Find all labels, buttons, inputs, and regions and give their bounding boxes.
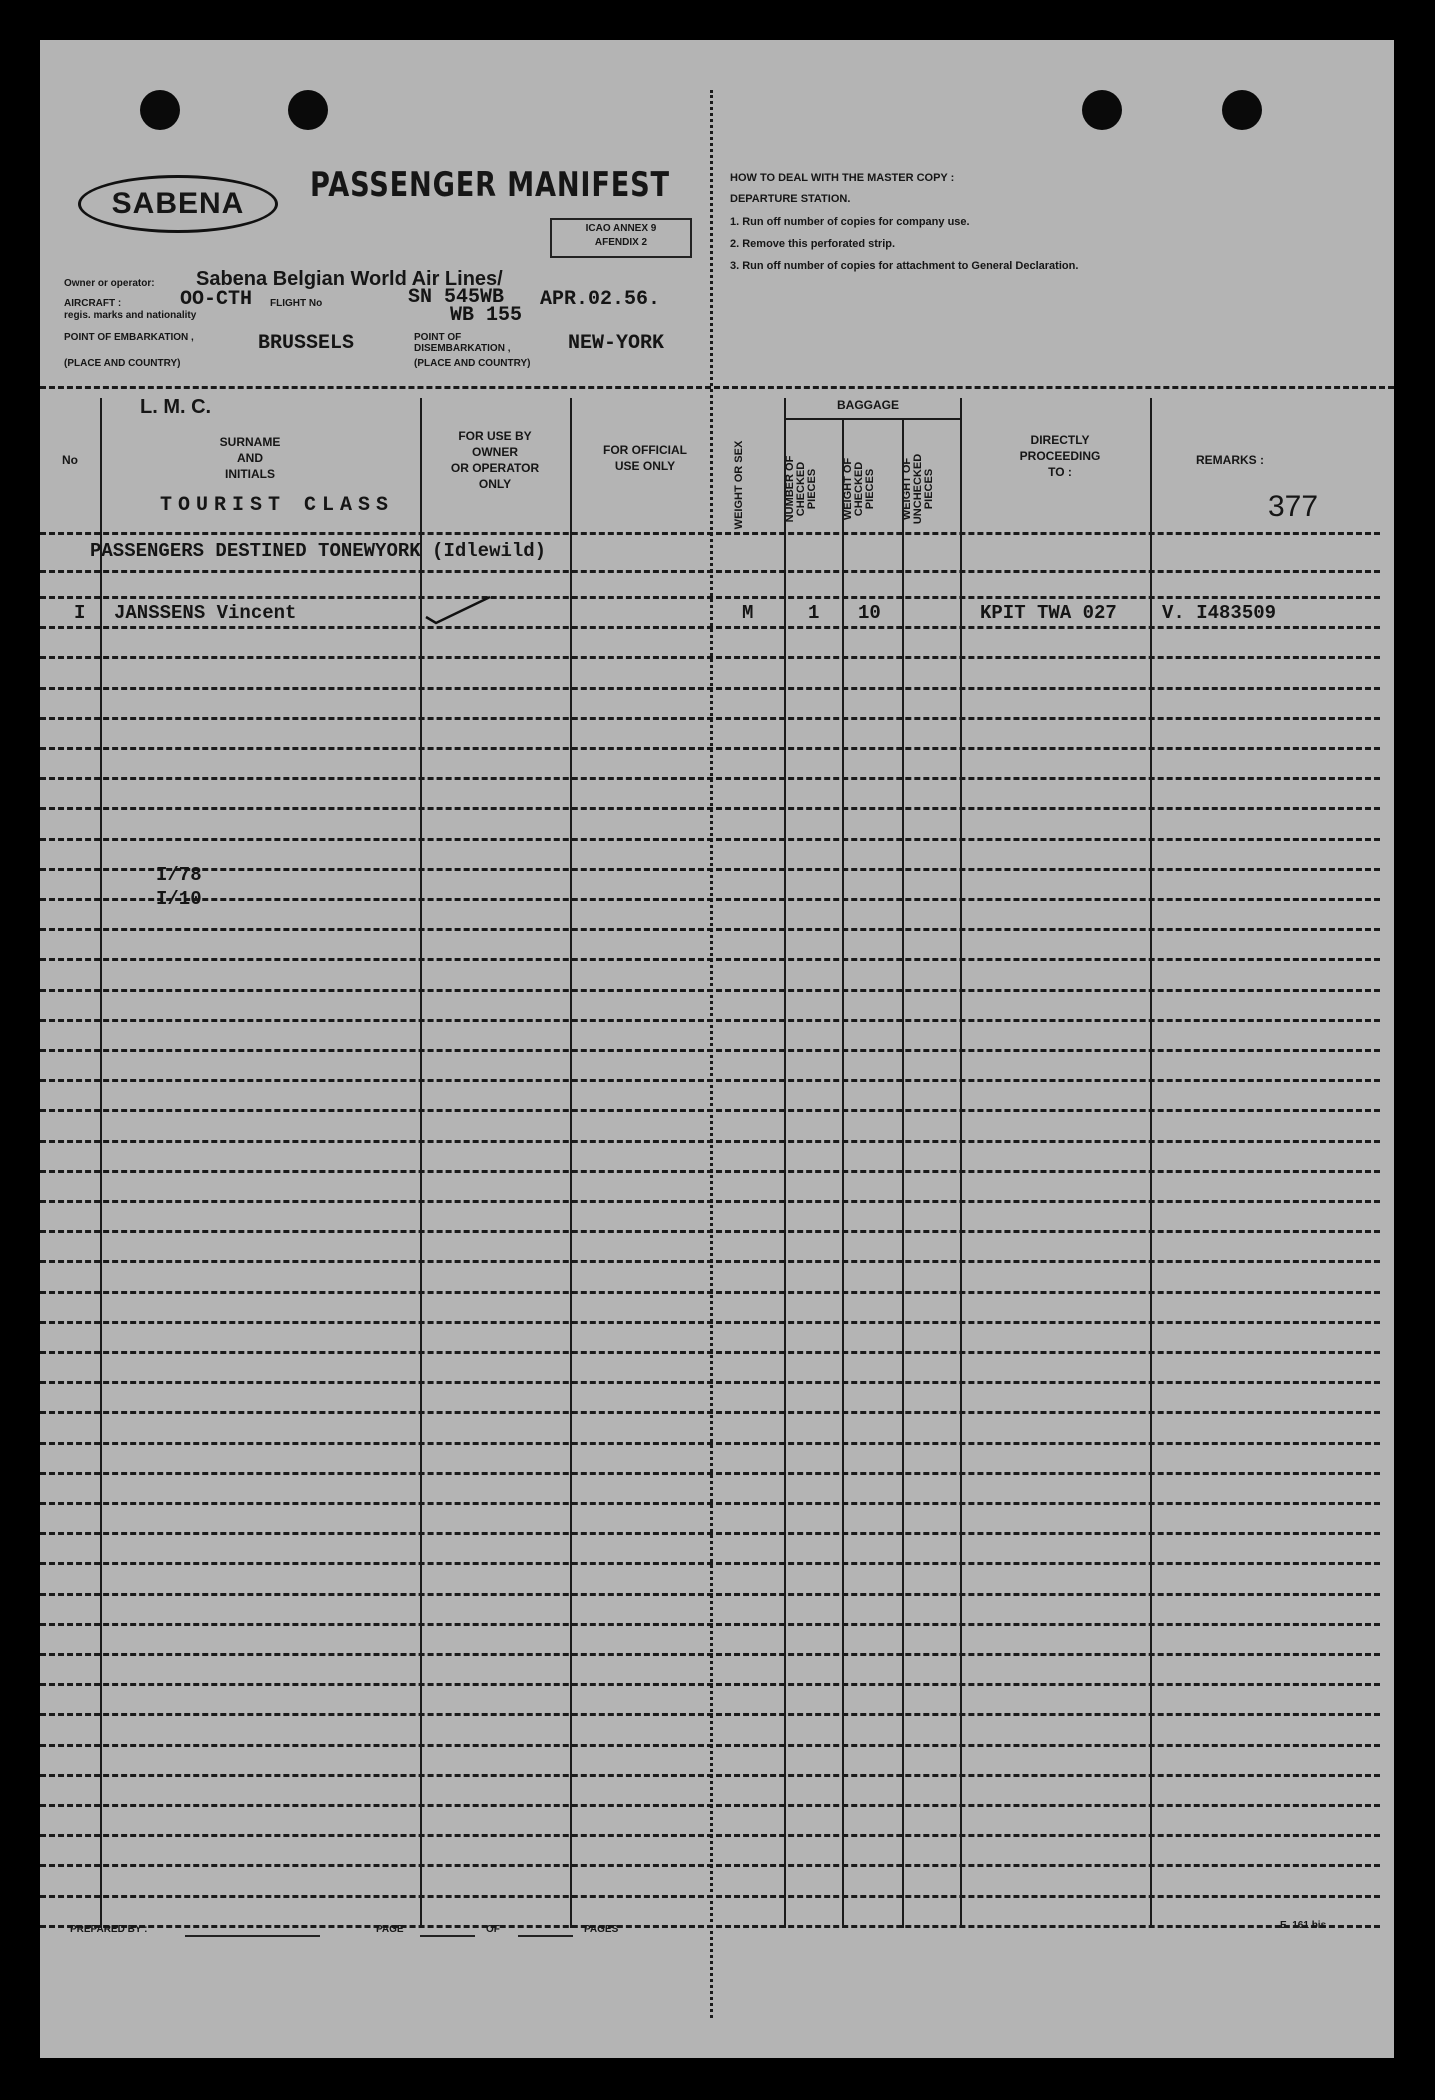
page-title: PASSENGER MANIFEST (310, 165, 670, 205)
table-row-rule (40, 1895, 1380, 1898)
official-line: FOR OFFICIAL (603, 443, 687, 457)
table-row-rule (40, 596, 1380, 599)
aircraft-registration: OO-CTH (180, 288, 253, 311)
aircraft-label: AIRCRAFT : (64, 298, 122, 309)
table-row-rule (40, 1140, 1380, 1143)
table-row-rule (40, 1593, 1380, 1596)
instruction-item: 3. Run off number of copies for attachment to General Declaration. (730, 260, 1079, 272)
sabena-logo: SABENA (78, 175, 278, 233)
passenger-sex: M (742, 602, 754, 624)
col-surname-header (100, 434, 400, 482)
col-no-header: No (62, 453, 78, 467)
of-line (518, 1935, 573, 1937)
table-row-rule (40, 777, 1380, 780)
table-row-rule (40, 958, 1380, 961)
table-row-rule (40, 928, 1380, 931)
table-row-rule (40, 1562, 1380, 1565)
table-row-rule (40, 1170, 1380, 1173)
flight-number-secondary: WB 155 (450, 304, 523, 327)
col-remarks-header: REMARKS : (1196, 453, 1264, 467)
table-row-rule (40, 1351, 1380, 1354)
table-row-rule (40, 1472, 1380, 1475)
table-row-rule (40, 1411, 1380, 1414)
aircraft-sublabel: regis. marks and nationality (64, 310, 197, 321)
table-row-rule (40, 1321, 1380, 1324)
form-code: E. 161 bis (1280, 1920, 1327, 1931)
table-row-rule (40, 1109, 1380, 1112)
instructions-heading: HOW TO DEAL WITH THE MASTER COPY : (730, 172, 955, 184)
baggage-header: BAGGAGE (836, 398, 899, 412)
class-label: TOURIST CLASS (160, 494, 395, 517)
directly-line: TO : (1048, 465, 1072, 479)
table-row-rule (40, 838, 1380, 841)
icao-appendix: AFENDIX 2 (594, 237, 648, 248)
tally-note: I/10 (156, 888, 202, 910)
table-row-rule (40, 1260, 1380, 1263)
col-divider (842, 418, 844, 1928)
punch-hole (1082, 90, 1122, 130)
operator-label: Owner or operator: (64, 278, 155, 289)
flight-number: SN 545WB (408, 286, 505, 309)
icao-annex: ICAO ANNEX 9 (585, 223, 657, 234)
table-row-rule (40, 1291, 1380, 1294)
col-number-checked-header: NUMBER OF CHECKED PIECES (784, 455, 818, 523)
table-row-rule (40, 656, 1380, 659)
and-label: AND (237, 451, 263, 465)
col-directly-header (960, 432, 1160, 480)
proceeding-to: KPIT TWA 027 (980, 602, 1117, 624)
table-row-rule (40, 570, 1380, 573)
passenger-no: I (74, 602, 86, 624)
table-row-rule (40, 1200, 1380, 1203)
table-row-rule (40, 1049, 1380, 1052)
table-row-rule (40, 868, 1380, 871)
table-row-rule (40, 1834, 1380, 1837)
embarkation-place-label: (PLACE AND COUNTRY) (64, 358, 181, 369)
baggage-rule (784, 418, 960, 420)
table-row-rule (40, 1774, 1380, 1777)
sheet-number: 377 (1268, 490, 1319, 523)
surname-label: SURNAME (219, 435, 281, 449)
company-code: L. M. C. (140, 396, 212, 418)
table-row-rule (40, 1230, 1380, 1233)
disembarkation-label: POINT OF DISEMBARKATION , (414, 332, 511, 354)
punch-hole (140, 90, 180, 130)
remarks: V. I483509 (1162, 602, 1277, 624)
table-row-rule (40, 717, 1380, 720)
table-row-rule (40, 989, 1380, 992)
icao-reference-box (550, 218, 692, 258)
table-row-rule (40, 1532, 1380, 1535)
perforation-line (710, 90, 713, 2018)
table-row-rule (40, 626, 1380, 629)
table-row-rule (40, 1019, 1380, 1022)
passenger-name: JANSSENS Vincent (114, 602, 297, 624)
embarkation-label: POINT OF EMBARKATION , (64, 332, 194, 343)
flight-number-label: FLIGHT No (270, 298, 323, 309)
page-label: PAGE (376, 1924, 404, 1935)
initials-label: INITIALS (225, 467, 275, 481)
punch-hole (288, 90, 328, 130)
col-weight-unchecked-header: WEIGHT OF UNCHECKED PIECES (901, 453, 935, 525)
col-weight-sex-header: WEIGHT OR SEX (733, 440, 745, 530)
checked-weight: 10 (858, 602, 881, 624)
prepared-by-line (185, 1935, 320, 1937)
instruction-item: 2. Remove this perforated strip. (730, 238, 896, 250)
official-line: USE ONLY (614, 459, 676, 473)
owner-line: FOR USE BY (458, 429, 532, 443)
operator-value: Sabena Belgian World Air Lines/ (196, 268, 503, 290)
tally-note: I/78 (156, 864, 202, 886)
embarkation-point: BRUSSELS (258, 332, 355, 355)
pages-label: PAGES (584, 1924, 619, 1935)
instruction-item: 1. Run off number of copies for company use. (730, 216, 970, 228)
table-row-rule (40, 1079, 1380, 1082)
checked-pieces: 1 (808, 602, 820, 624)
directly-line: PROCEEDING (1019, 449, 1101, 463)
table-row-rule (40, 1925, 1380, 1928)
punch-hole (1222, 90, 1262, 130)
table-row-rule (40, 1623, 1380, 1626)
prepared-by-label: PREPARED BY : (70, 1924, 148, 1935)
table-row-rule (40, 747, 1380, 750)
col-divider (902, 418, 904, 1928)
header-rule (40, 386, 1394, 389)
table-row-rule (40, 687, 1380, 690)
table-row-rule (40, 1744, 1380, 1747)
of-label: OF (486, 1924, 500, 1935)
table-row-rule (40, 1381, 1380, 1384)
table-row-rule (40, 898, 1380, 901)
check-mark-icon (422, 593, 494, 632)
table-row-rule (40, 807, 1380, 810)
table-row-rule (40, 1502, 1380, 1505)
flight-date: APR.02.56. (540, 288, 661, 311)
table-row-rule (40, 1683, 1380, 1686)
owner-line: OWNER (472, 445, 518, 459)
table-row-rule (40, 1653, 1380, 1656)
instructions-station: DEPARTURE STATION. (730, 193, 851, 205)
table-row-rule (40, 1442, 1380, 1445)
table-row-rule (40, 1804, 1380, 1807)
section-heading: PASSENGERS DESTINED TONEWYORK (Idlewild) (90, 540, 547, 562)
table-row-rule (40, 532, 1380, 535)
col-weight-checked-header: WEIGHT OF CHECKED PIECES (842, 457, 876, 521)
directly-line: DIRECTLY (1030, 433, 1090, 447)
page-line (420, 1935, 475, 1937)
manifest-sheet (40, 40, 1394, 2058)
col-owner-header (420, 428, 570, 492)
owner-line: ONLY (478, 477, 512, 491)
disembarkation-place-label: (PLACE AND COUNTRY) (414, 358, 531, 369)
table-row-rule (40, 1864, 1380, 1867)
col-official-header (575, 442, 715, 474)
table-row-rule (40, 1713, 1380, 1716)
owner-line: OR OPERATOR (450, 461, 540, 475)
disembarkation-point: NEW-YORK (568, 332, 665, 355)
